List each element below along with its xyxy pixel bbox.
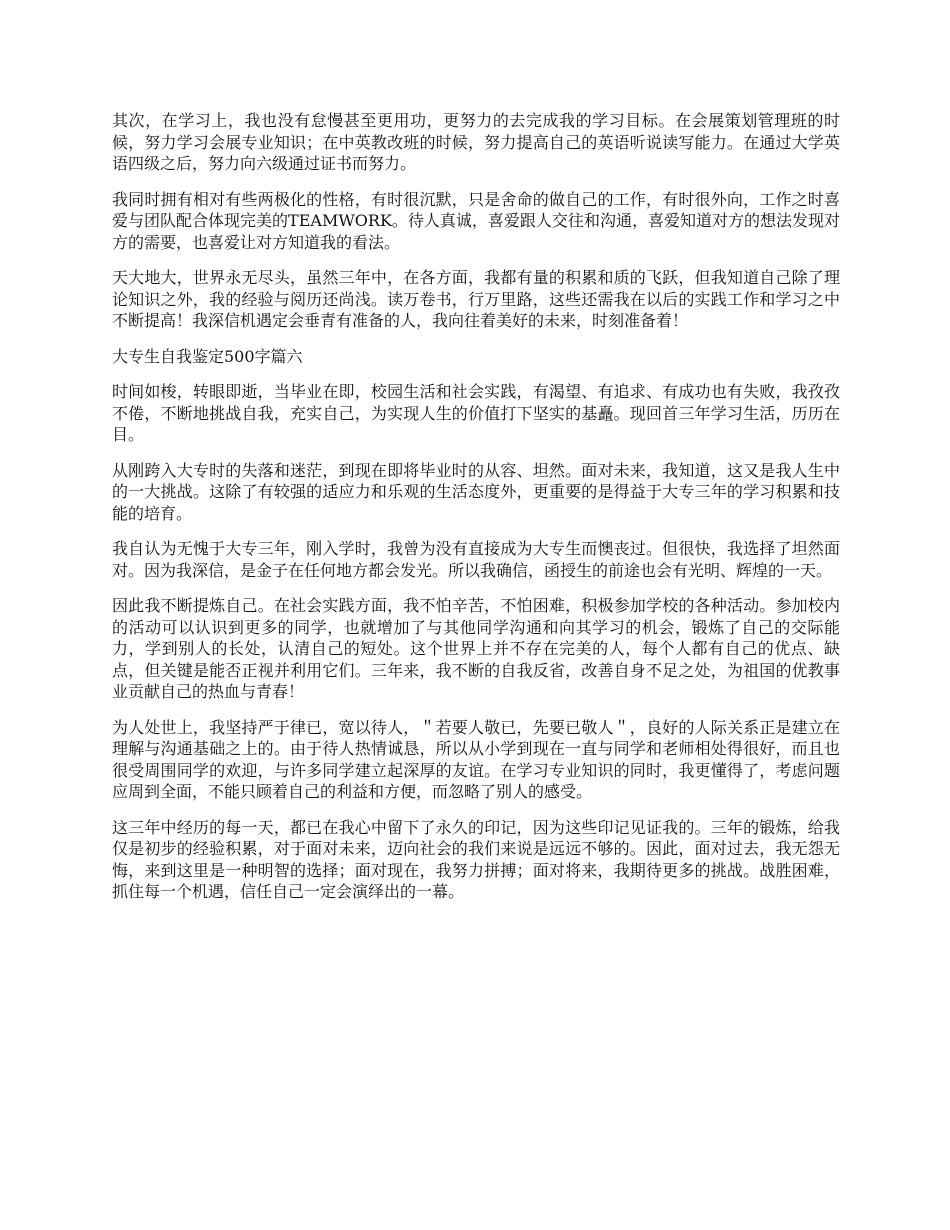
paragraph-personality: 我同时拥有相对有些两极化的性格，有时很沉默，只是舍命的做自己的工作，有时很外向，工作之时喜爱与团队配合体现完美的TEAMWORK。待人真诚，喜爱跟人交往和沟通，喜爱知道对方的想法发现对方的需要，也喜爱让对方知道我的看法。 [112, 189, 840, 252]
paragraph-conduct: 为人处世上，我坚持严于律已，宽以待人，＂若要人敬已，先要已敬人＂，良好的人际关系正是建立在理解与沟通基础之上的。由于待人热情诚恳，所以从小学到现在一直与同学和老师相处得很好，而且也很受周围同学的欢迎，与许多同学建立起深厚的友谊。在学习专业知识的同时，我更懂得了，考虑问题应周到全面，不能只顾着自己的利益和方便，而忽略了别人的感受。 [112, 717, 840, 801]
paragraph-practice: 因此我不断提炼自己。在社会实践方面，我不怕辛苦，不怕困难，积极参加学校的各种活动。参加校内的活动可以认识到更多的同学，也就增加了与其他同学沟通和向其学习的机会，锻炼了自己的交际能力，学到别人的长处，认清自己的短处。这个世界上并不存在完美的人，每个人都有自己的优点、缺点，但关键是能否正视并利用它们。三年来，我不断的自我反省，改善自身不足之处，为祖国的优教事业贡献自己的热血与青春！ [112, 596, 840, 701]
paragraph-conclusion: 这三年中经历的每一天，都已在我心中留下了永久的印记，因为这些印记见证我的。三年的锻炼，给我仅是初步的经验积累，对于面对未来，迈向社会的我们来说是远远不够的。因此，面对过去，我无怨无悔，来到这里是一种明智的选择；面对现在，我努力拼搏；面对将来，我期待更多的挑战。战胜困难，抓住每一个机遇，信任自己一定会演绎出的一幕。 [112, 817, 840, 901]
paragraph-study: 其次，在学习上，我也没有怠慢甚至更用功，更努力的去完成我的学习目标。在会展策划管理班的时候，努力学习会展专业知识；在中英教改班的时候，努力提高自己的英语听说读写能力。在通过大学英语四级之后，努力向六级通过证书而努力。 [112, 111, 840, 173]
document-body [112, 110, 840, 917]
paragraph-self-assessment: 我自认为无愧于大专三年，刚入学时，我曾为没有直接成为大专生而懊丧过。但很快，我选择了坦然面对。因为我深信，是金子在任何地方都会发光。所以我确信，函授生的前途也会有光明、辉煌的一天。 [112, 539, 840, 580]
paragraph-entry: 从刚跨入大专时的失落和迷茫，到现在即将毕业时的从容、坦然。面对未来，我知道，这又是我人生中的一大挑战。这除了有较强的适应力和乐观的生活态度外，更重要的是得益于大专三年的学习积累和技能的培育。 [112, 460, 840, 523]
section-heading: 大专生自我鉴定500字篇六 [112, 346, 303, 366]
paragraph-time: 时间如梭，转眼即逝，当毕业在即，校园生活和社会实践，有渴望、有追求、有成功也有失败，我孜孜不倦，不断地挑战自我，充实自己，为实现人生的价值打下坚实的基矗。现回首三年学习生活，历历在目。 [112, 382, 840, 444]
paragraph-future: 天大地大，世界永无尽头，虽然三年中，在各方面，我都有量的积累和质的飞跃，但我知道自己除了理论知识之外，我的经验与阅历还尚浅。读万卷书，行万里路，这些还需我在以后的实践工作和学习之中不断提高！我深信机遇定会垂青有准备的人，我向往着美好的未来，时刻准备着！ [112, 268, 840, 330]
